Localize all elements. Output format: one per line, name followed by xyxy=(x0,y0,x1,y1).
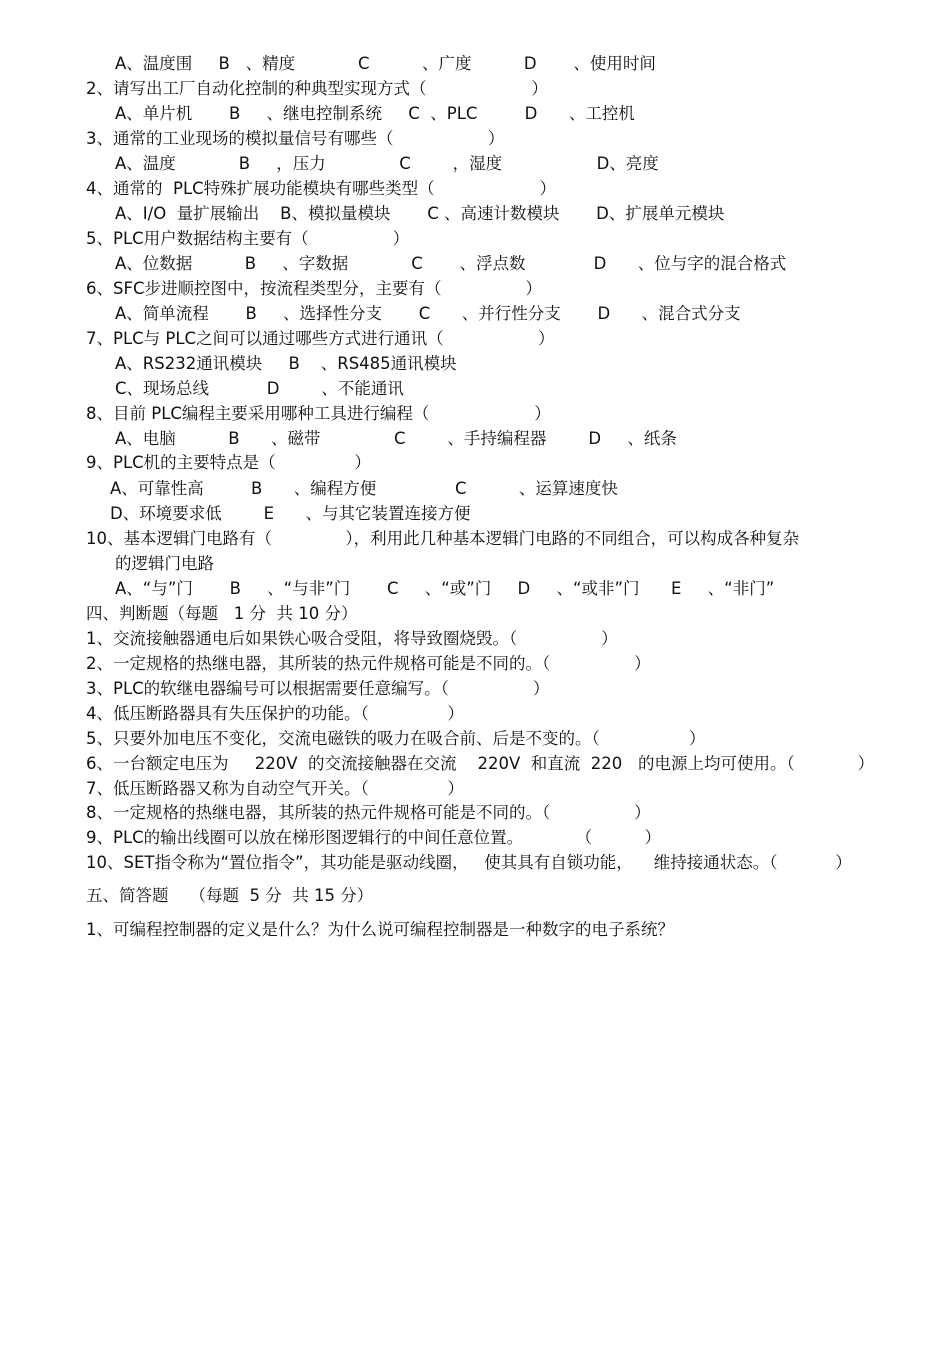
question-line: 2、一定规格的热继电器，其所装的热元件规格可能是不同的。（ ） xyxy=(86,654,651,673)
question-line: 4、通常的 PLC特殊扩展功能模块有哪些类型（ ） xyxy=(86,179,557,198)
question-line: 3、通常的工业现场的模拟量信号有哪些（ ） xyxy=(86,129,505,148)
option-line: A、电脑 B 、磁带 C 、手持编程器 D 、纸条 xyxy=(115,429,677,448)
question-line: 5、PLC用户数据结构主要有（ ） xyxy=(86,229,410,248)
option-line: 的逻辑门电路 xyxy=(115,554,214,573)
option-line: A、位数据 B 、字数据 C 、浮点数 D 、位与字的混合格式 xyxy=(115,254,787,273)
question-line: 8、一定规格的热继电器，其所装的热元件规格可能是不同的。（ ） xyxy=(86,803,651,822)
option-line: A、简单流程 B 、选择性分支 C 、并行性分支 D 、混合式分支 xyxy=(115,304,741,323)
option-line: A、温度围 B 、精度 C 、广度 D 、使用时间 xyxy=(115,54,656,73)
question-line: 6、一台额定电压为 220V 的交流接触器在交流 220V 和直流 220 的电源上均可使用。（ ） xyxy=(86,754,875,773)
question-line: 6、SFC步进顺控图中，按流程类型分，主要有（ ） xyxy=(86,279,542,298)
option-line: A、I/O 量扩展输出 B、模拟量模块 C 、高速计数模块 D、扩展单元模块 xyxy=(115,204,725,223)
question-line: 5、只要外加电压不变化，交流电磁铁的吸力在吸合前、后是不变的。（ ） xyxy=(86,729,706,748)
question-line: 7、低压断路器又称为自动空气开关。（ ） xyxy=(86,779,464,798)
option-line: C、现场总线 D 、不能通讯 xyxy=(115,379,404,398)
question-line: 2、请写出工厂自动化控制的种典型实现方式（ ） xyxy=(86,79,548,98)
question-line: 1、交流接触器通电后如果铁心吸合受阻，将导致圈烧毁。（ ） xyxy=(86,629,618,648)
option-line: D、环境要求低 E 、与其它装置连接方便 xyxy=(110,504,471,523)
section-heading: 四、判断题（每题 1 分 共 10 分） xyxy=(86,604,358,623)
question-line: 10、基本逻辑门电路有（ ），利用此几种基本逻辑门电路的不同组合，可以构成各种复杂 xyxy=(86,529,800,548)
question-line: 7、PLC与 PLC之间可以通过哪些方式进行通讯（ ） xyxy=(86,329,555,348)
option-line: A、“与”门 B 、“与非”门 C 、“或”门 D 、“或非”门 E 、“非门” xyxy=(115,579,775,598)
option-line: A、单片机 B 、继电控制系统 C 、PLC D 、工控机 xyxy=(115,104,635,123)
option-line: A、RS232通讯模块 B 、RS485通讯模块 xyxy=(115,354,457,373)
question-line: 10、SET指令称为“置位指令”，其功能是驱动线圈， 使其具有自锁功能， 维持接通状态。（ ） xyxy=(86,853,852,872)
question-line: 3、PLC的软继电器编号可以根据需要任意编写。（ ） xyxy=(86,679,550,698)
option-line: A、可靠性高 B 、编程方便 C 、运算速度快 xyxy=(110,479,618,498)
question-line: 9、PLC机的主要特点是（ ） xyxy=(86,453,371,472)
question-line: 9、PLC的输出线圈可以放在梯形图逻辑行的中间任意位置。 （ ） xyxy=(86,828,662,847)
section-heading: 五、简答题 （每题 5 分 共 15 分） xyxy=(86,886,374,905)
question-line: 4、低压断路器具有失压保护的功能。（ ） xyxy=(86,704,464,723)
question-line: 8、目前 PLC编程主要采用哪种工具进行编程（ ） xyxy=(86,404,551,423)
option-line: A、温度 B ，压力 C ，湿度 D、亮度 xyxy=(115,154,659,173)
question-line: 1、可编程控制器的定义是什么？为什么说可编程控制器是一种数字的电子系统？ xyxy=(86,920,674,939)
